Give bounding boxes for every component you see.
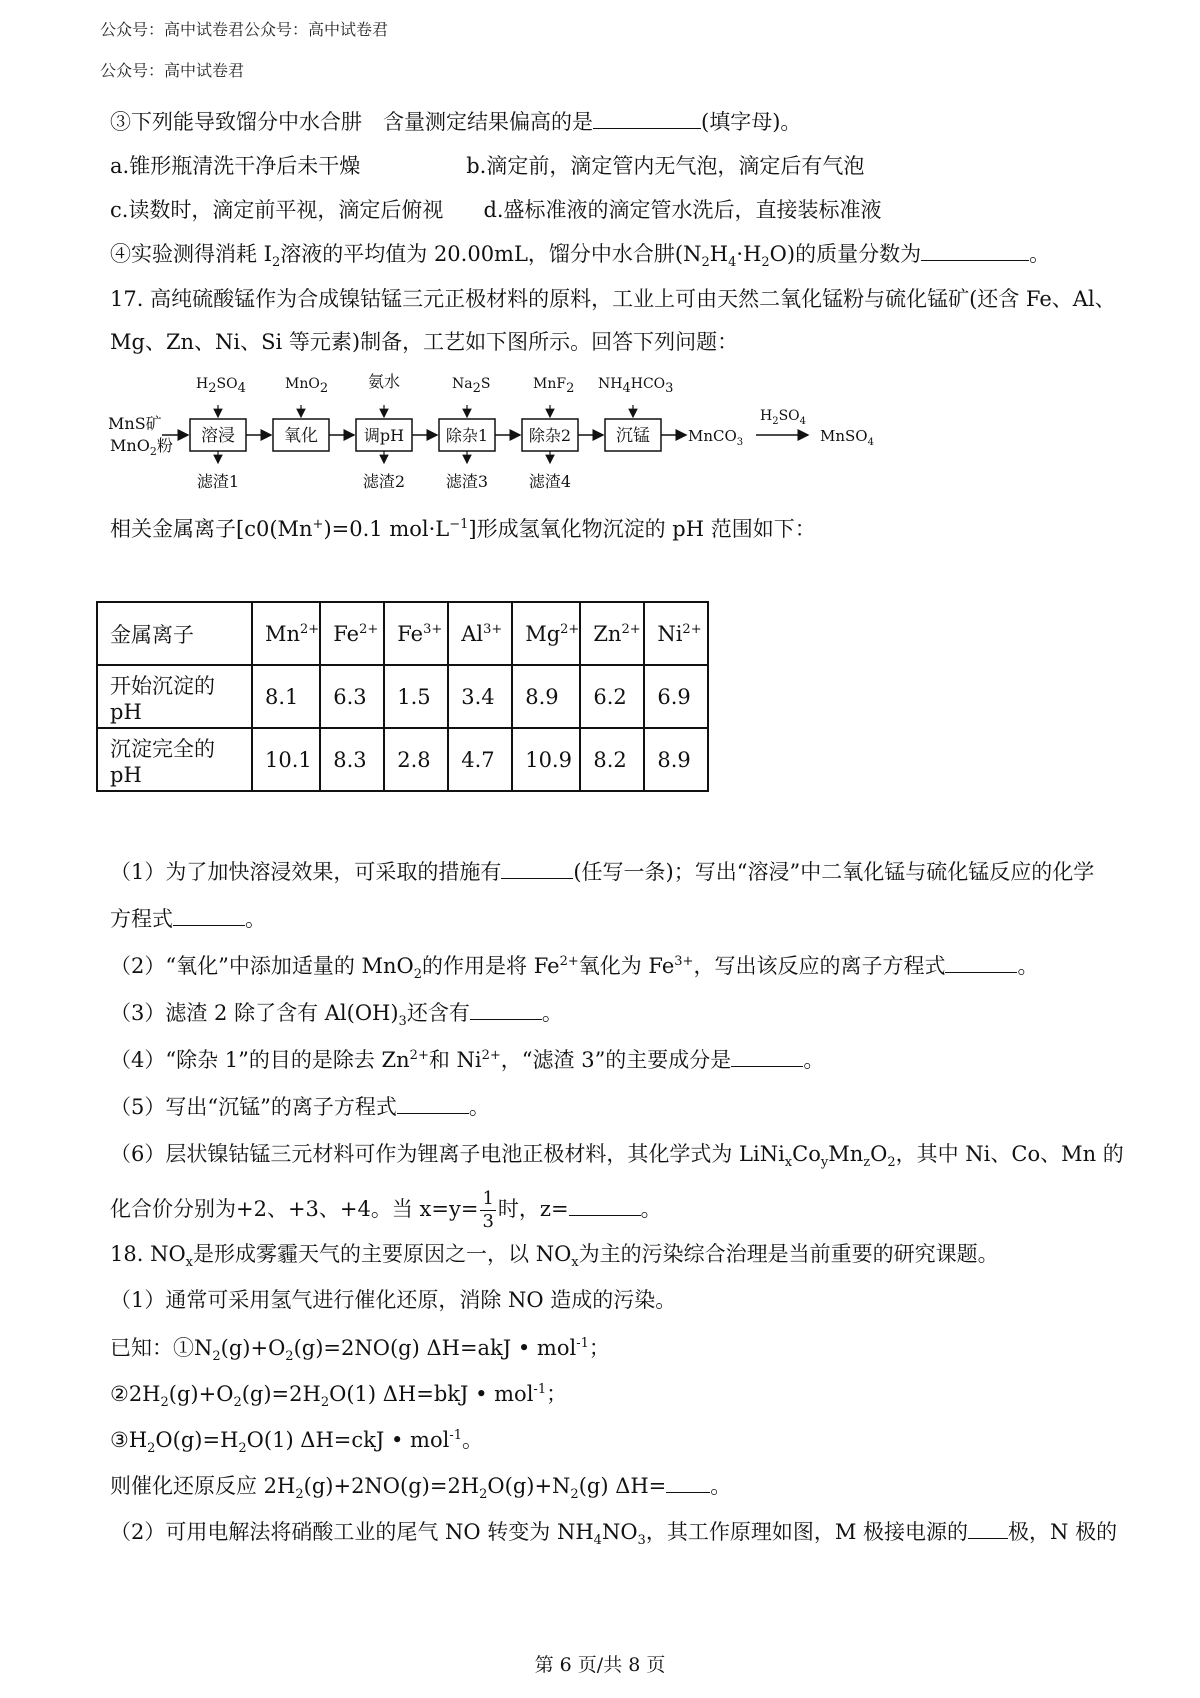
q16-options-cd bbox=[110, 196, 882, 224]
residue-2: 滤渣2 bbox=[362, 472, 406, 491]
table-cell: 8.3 bbox=[320, 728, 384, 791]
raw-material-mns: MnS矿 bbox=[108, 414, 162, 433]
table-cell: 4.7 bbox=[448, 728, 512, 791]
step-label-2: 氧化 bbox=[284, 426, 318, 446]
table-row bbox=[97, 602, 708, 665]
table-header-cell: $Mg^{2+}$ bbox=[512, 602, 580, 665]
q17-sub5: （5）写出“沉锰”的离子方程式 。 bbox=[110, 1095, 490, 1119]
residue-4: 滤渣4 bbox=[528, 472, 572, 491]
reagent-5-mnf2: MnF$_2$ bbox=[533, 376, 575, 396]
table-cell: 1.5 bbox=[384, 665, 448, 728]
reagent-3-ammonia: 氨水 bbox=[368, 372, 401, 391]
table-header-cell: $Zn^{2+}$ bbox=[580, 602, 644, 665]
table-row bbox=[97, 728, 708, 791]
table-row-label: 沉淀完全的 pH bbox=[97, 728, 252, 791]
q18-known-eq1: 已知：$①N_2(g)+O_2(g)=2NO(g)$ ΔH=akJ • mol$^{-1}$； bbox=[110, 1336, 610, 1365]
table-row bbox=[97, 665, 708, 728]
table-cell: 6.2 bbox=[580, 665, 644, 728]
table-cell: 3.4 bbox=[448, 665, 512, 728]
raw-material-mno2: MnO$_2$粉 bbox=[110, 436, 173, 458]
q17-sub1-line2: 方程式 。 bbox=[110, 907, 266, 931]
table-cell: 6.3 bbox=[320, 665, 384, 728]
table-row-label: 开始沉淀的 pH bbox=[97, 665, 252, 728]
q17-sub1-line1: （1）为了加快溶浸效果，可采取的措施有 (任写一条)；写出“溶浸”中二氧化锰与硫化锰反应的化学 bbox=[110, 860, 1095, 884]
step-label-5: 除杂2 bbox=[528, 426, 572, 445]
q17-sub6-line2: 化合价分别为+2、+3、+4。当 x=y= $\frac{1}{3}$ 时，z= 。 bbox=[110, 1188, 662, 1232]
table-header-cell: $Fe^{3+}$ bbox=[384, 602, 448, 665]
table-intro: 相关金属离子[c0(Mn+)=0.1 $mol\cdot L^{-1}$]形成氢氧化物沉淀的 pH 范围如下： bbox=[110, 517, 816, 541]
q17-sub2: （2）“氧化”中添加适量的 MnO$_2$的作用是将 $Fe^{2+}$氧化为 $Fe^{3+}$，写出该反应的离子方程式 。 bbox=[110, 954, 1039, 983]
q18-known-eq2: $②2H_2(g)+O_2(g)=2H_2O(1)$ ΔH=bkJ • mol$^{-1}$； bbox=[110, 1382, 568, 1411]
reagent-h2so4-final: $H_2SO_4$ bbox=[760, 408, 807, 427]
q17-sub4: （4）“除杂 1”的目的是除去 $Zn^{2+}$和 $Ni^{2+}$，“滤渣 3”的主要成分是 。 bbox=[110, 1048, 825, 1072]
reagent-6-nh4hco3: $NH_4HCO_3$ bbox=[598, 376, 674, 396]
option-d: d.盛标准液的滴定管水洗后，直接装标准液 bbox=[483, 198, 882, 222]
q18-sub1: （1）通常可采用氢气进行催化还原，消除 NO 造成的污染。 bbox=[110, 1288, 677, 1312]
table-header-cell: 金属离子 bbox=[97, 602, 252, 665]
table-cell: 8.9 bbox=[512, 665, 580, 728]
step-label-6: 沉锰 bbox=[616, 426, 650, 446]
q17-intro-line1: 17. 高纯硫酸锰作为合成镍钴锰三元正极材料的原料，工业上可由天然二氧化锰粉与硫化锰矿(还含 Fe、Al、 bbox=[110, 287, 1116, 311]
table-header-cell: $Ni^{2+}$ bbox=[644, 602, 708, 665]
option-b: b.滴定前，滴定管内无气泡，滴定后有气泡 bbox=[466, 154, 865, 178]
q18-known-eq3: $③H_2O(g)=H_2O(1)$ ΔH=ckJ • mol$^{-1}$。 bbox=[110, 1428, 483, 1457]
q16-options-ab bbox=[110, 152, 864, 180]
q16-part4: ④实验测得消耗 $I_2$溶液的平均值为 20.00mL，馏分中水合肼$(N_2H_4\cdot H_2O)$的质量分数为 。 bbox=[110, 242, 1051, 271]
step-label-3: 调pH bbox=[363, 426, 405, 445]
product-mnco3: MnCO$_3$ bbox=[688, 427, 744, 448]
q18-catalytic-reaction: 则催化还原反应 $2H_2(g)+2NO(g)=2H_2O(g)+N_2(g)$ ΔH= 。 bbox=[110, 1474, 732, 1503]
option-c: c.读数时，滴定前平视，滴定后俯视 bbox=[110, 198, 444, 222]
page-footer: 第 6 页/共 8 页 bbox=[534, 1654, 666, 1676]
residue-1: 滤渣1 bbox=[196, 472, 240, 491]
ph-range-table bbox=[96, 601, 709, 792]
reagent-1-h2so4: $H_2SO_4$ bbox=[196, 376, 246, 396]
table-cell: 8.9 bbox=[644, 728, 708, 791]
q18-intro: 18. $NO_x$是形成雾霾天气的主要原因之一，以 $NO_x$为主的污染综合治理是当前重要的研究课题。 bbox=[110, 1242, 999, 1271]
q18-sub2: （2）可用电解法将硝酸工业的尾气 NO 转变为 $NH_4NO_3$，其工作原理如图，M 极接电源的 极，N 极的 bbox=[110, 1520, 1118, 1549]
q16-part3: ③下列能导致馏分中水合肼 含量测定结果偏高的是 (填字母)。 bbox=[110, 110, 802, 134]
residue-3: 滤渣3 bbox=[445, 472, 489, 491]
step-label-1: 溶浸 bbox=[201, 426, 235, 446]
table-cell: 8.2 bbox=[580, 728, 644, 791]
table-header-cell: $Mn^{2+}$ bbox=[252, 602, 320, 665]
product-mnso4: MnSO$_4$ bbox=[820, 427, 874, 448]
reagent-4-na2s: $Na_2S$ bbox=[452, 376, 491, 396]
table-cell: 10.9 bbox=[512, 728, 580, 791]
table-cell: 10.1 bbox=[252, 728, 320, 791]
fraction-one-third: $\frac{1}{3}$ bbox=[482, 1188, 494, 1232]
q17-sub3: （3）滤渣 2 除了含有 $Al(OH)_3$还含有 。 bbox=[110, 1001, 563, 1030]
reagent-2-mno2: MnO$_2$ bbox=[285, 376, 329, 396]
table-cell: 6.9 bbox=[644, 665, 708, 728]
q17-intro-line2: Mg、Zn、Ni、Si 等元素)制备，工艺如下图所示。回答下列问题： bbox=[110, 330, 739, 354]
table-cell: 8.1 bbox=[252, 665, 320, 728]
table-header-cell: $Al^{3+}$ bbox=[448, 602, 512, 665]
header-watermark-2: 公众号：高中试卷君 bbox=[100, 61, 245, 80]
option-a: a.锥形瓶清洗干净后未干燥 bbox=[110, 154, 361, 178]
table-cell: 2.8 bbox=[384, 728, 448, 791]
step-label-4: 除杂1 bbox=[445, 426, 489, 445]
table-header-cell: $Fe^{2+}$ bbox=[320, 602, 384, 665]
header-watermark-1: 公众号：高中试卷君公众号：高中试卷君 bbox=[100, 20, 389, 39]
q17-sub6-line1: （6）层状镍钴锰三元材料可作为锂离子电池正极材料，其化学式为 $LiNi_xCo_yMn_zO_2$，其中 Ni、Co、Mn 的 bbox=[110, 1142, 1124, 1171]
